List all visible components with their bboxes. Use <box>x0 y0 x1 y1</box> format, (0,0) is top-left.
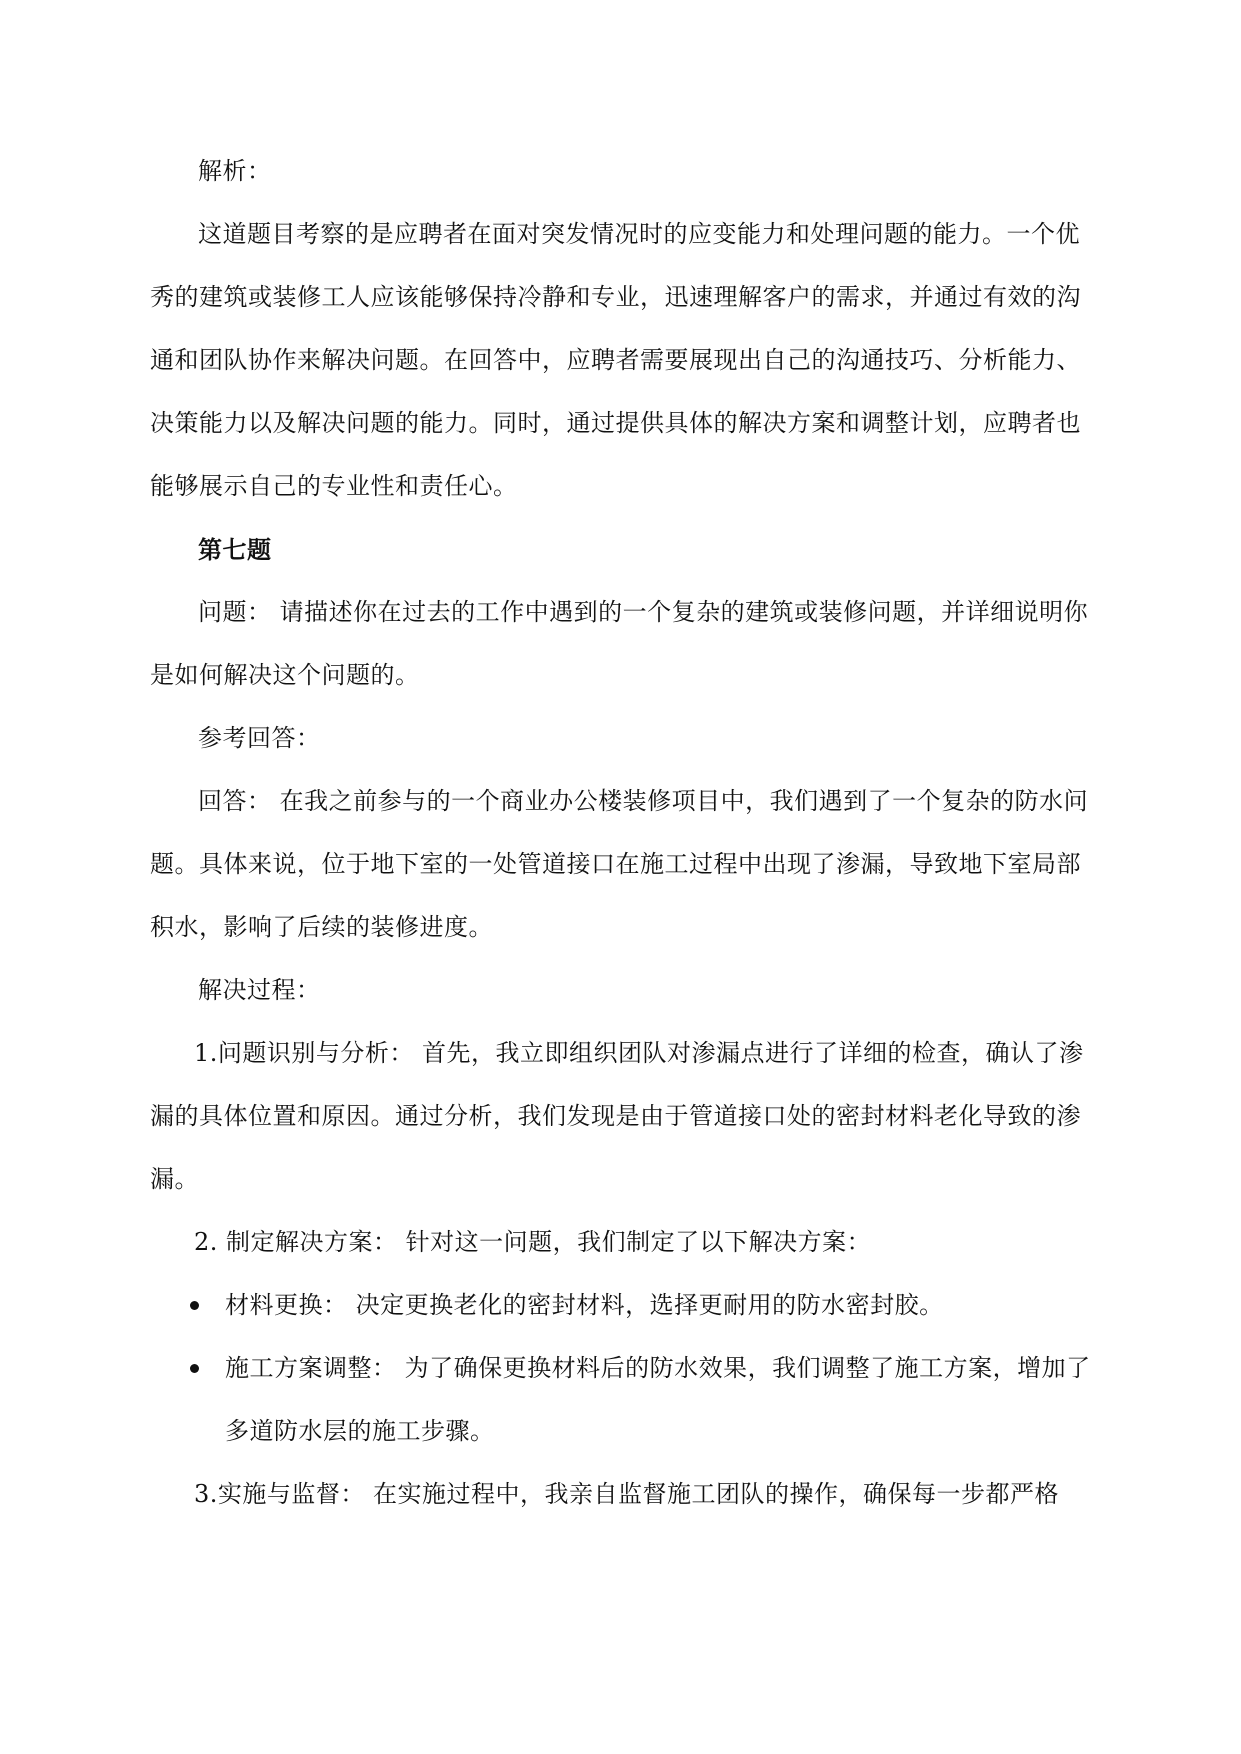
bullet-item-construction-plan <box>150 1337 1098 1463</box>
analysis-label: 解析： <box>198 157 272 185</box>
bullet-item-material <box>150 1274 1098 1337</box>
step-1-paragraph: 1.问题识别与分析： 首先，我立即组织团队对渗漏点进行了详细的检查，确认了渗漏的具体位置和原因。通过分析，我们发现是由于管道接口处的密封材料老化导致的渗漏。 <box>150 1039 1084 1193</box>
answer-paragraph: 回答： 在我之前参与的一个商业办公楼装修项目中，我们遇到了一个复杂的防水问题。具体来说，位于地下室的一处管道接口在施工过程中出现了渗漏，导致地下室局部积水，影响了后续的装修进度。 <box>150 787 1089 941</box>
bullet-dot-icon <box>190 1301 199 1310</box>
process-label: 解决过程： <box>198 976 321 1004</box>
question-paragraph: 问题： 请描述你在过去的工作中遇到的一个复杂的建筑或装修问题，并详细说明你是如何解决这个问题的。 <box>150 598 1089 689</box>
reference-answer-label: 参考回答： <box>198 724 321 752</box>
document-body <box>150 140 1098 1526</box>
solution-bullet-list <box>150 1274 1098 1463</box>
bullet-text: 材料更换： 决定更换老化的密封材料，选择更耐用的防水密封胶。 <box>225 1291 944 1319</box>
bullet-dot-icon <box>190 1364 199 1373</box>
bullet-text: 施工方案调整： 为了确保更换材料后的防水效果，我们调整了施工方案，增加了多道防水层的施工步骤。 <box>225 1354 1091 1445</box>
section-title: 第七题 <box>198 535 272 564</box>
step-3-paragraph: 3.实施与监督： 在实施过程中，我亲自监督施工团队的操作，确保每一步都严格 <box>194 1480 1060 1508</box>
analysis-paragraph: 这道题目考察的是应聘者在面对突发情况时的应变能力和处理问题的能力。一个优秀的建筑或装修工人应该能够保持冷静和专业，迅速理解客户的需求，并通过有效的沟通和团队协作来解决问题。在回答中，应聘者需要展现出自己的沟通技巧、分析能力、决策能力以及解决问题的能力。同时，通过提供具体的解决方案和调整计划，应聘者也能够展示自己的专业性和责任心。 <box>150 220 1081 500</box>
step-2-paragraph: 2. 制定解决方案： 针对这一问题，我们制定了以下解决方案： <box>194 1228 872 1256</box>
